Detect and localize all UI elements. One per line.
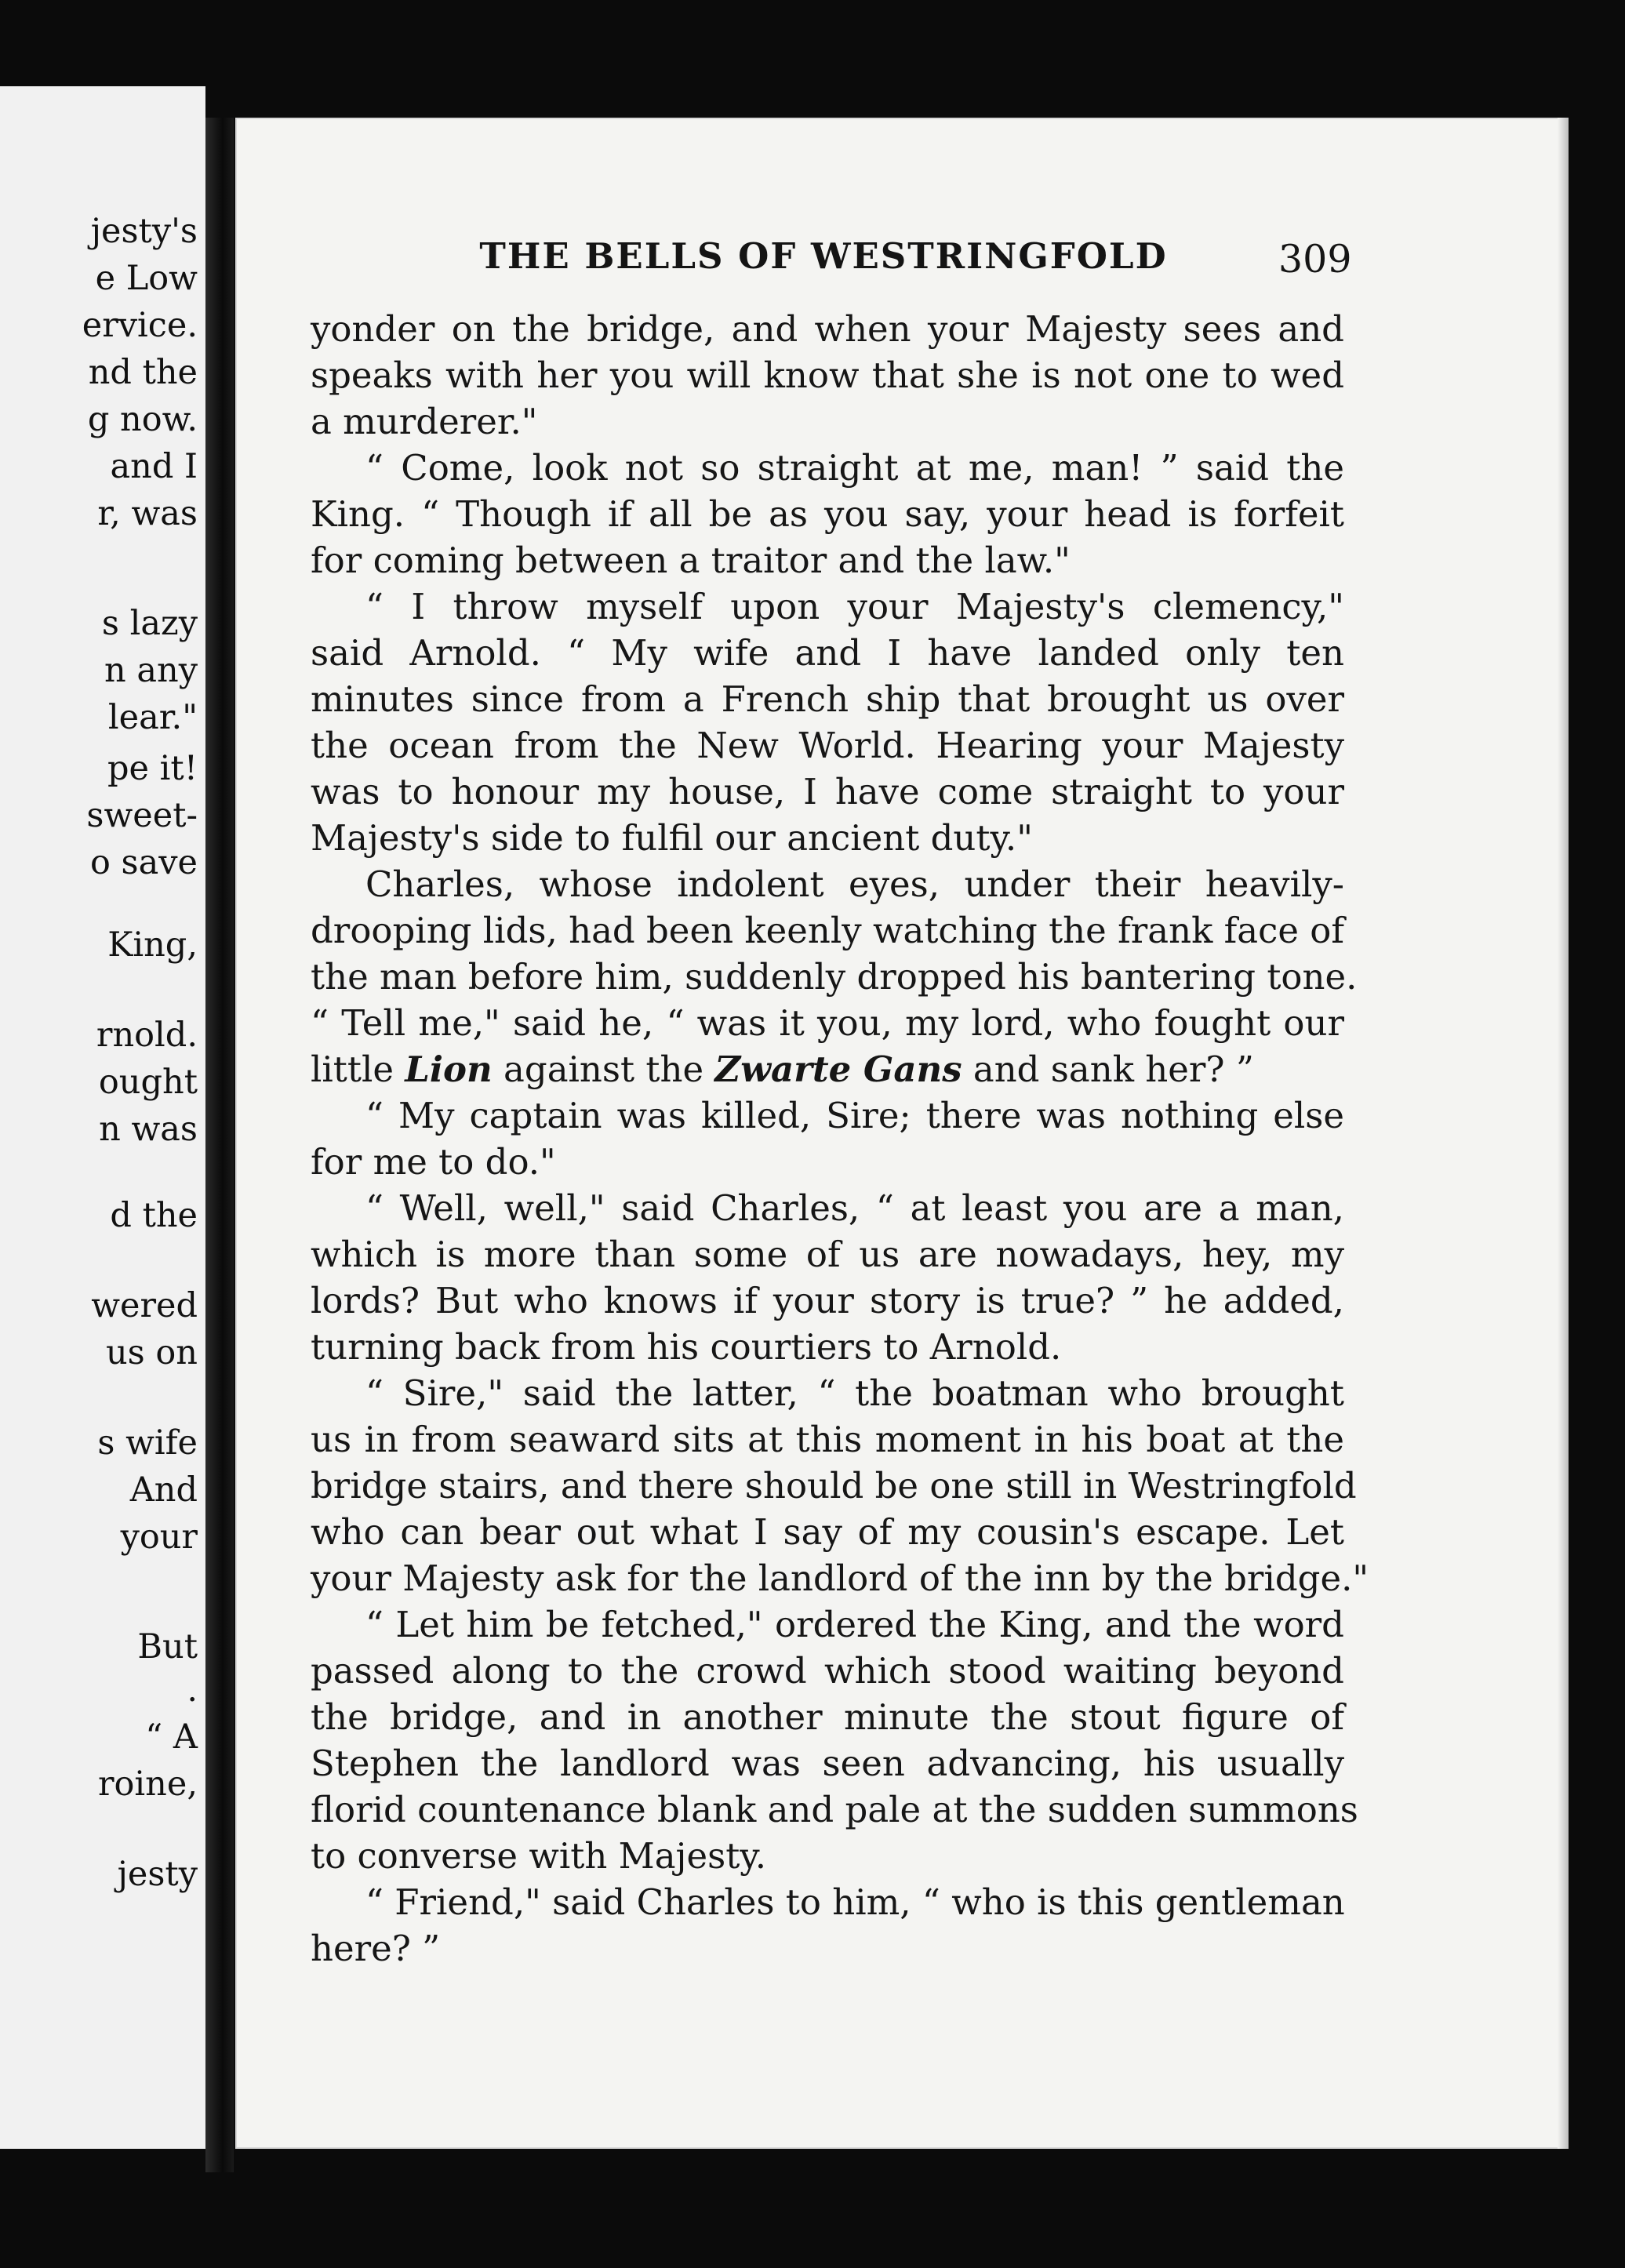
text-line: lords? But who knows if your story is true? ” he added, [311,1280,1344,1321]
text-line: bridge stairs, and there should be one still in Westringfold [311,1465,1357,1507]
previous-page-line-fragment: rnold. [96,1016,198,1055]
previous-page-line-fragment: g now. [87,400,198,439]
previous-page-line-fragment: e Low [95,259,198,298]
previous-page-edge [0,86,205,2149]
text-line: “ Come, look not so straight at me, man! ” said the [365,447,1344,489]
text-line: yonder on the bridge, and when your Majesty sees and [311,308,1344,350]
previous-page-line-fragment: s lazy [101,604,198,643]
text-line: “ Well, well," said Charles, “ at least you are a man, [365,1187,1344,1229]
previous-page-line-fragment: ervice. [82,306,198,345]
text-line: for coming between a traitor and the law." [311,540,1071,581]
text-line: florid countenance blank and pale at the sudden summons [311,1789,1358,1830]
text-line: King. “ Though if all be as you say, your head is forfeit [311,493,1344,535]
text-line: “ Tell me," said he, “ was it you, my lord, who fought our [311,1002,1344,1044]
previous-page-line-fragment: us on [105,1333,198,1372]
text-line: Stephen the landlord was seen advancing, his usually [311,1743,1344,1784]
body-text [311,306,1369,1972]
text-line: said Arnold. “ My wife and I have landed only ten [311,632,1344,674]
text-line: the ocean from the New World. Hearing your Majesty [311,725,1344,766]
previous-page-line-fragment: n any [104,651,198,690]
previous-page-line-fragment: But [137,1627,198,1666]
text-line: for me to do." [311,1141,556,1183]
previous-page-line-fragment: . [187,1670,198,1710]
text-line: who can bear out what I say of my cousin's escape. Let [311,1511,1344,1553]
text-line: minutes since from a French ship that brought us over [311,678,1344,720]
previous-page-line-fragment: and I [110,447,198,486]
text-span: little [311,1049,405,1090]
text-line: a murderer." [311,401,538,442]
previous-page-line-fragment: And [129,1470,198,1510]
text-span: and sank her? ” [962,1049,1254,1090]
book-gutter [205,118,234,2172]
previous-page-line-fragment: ought [98,1063,198,1102]
previous-page-line-fragment: o save [90,843,198,882]
previous-page-line-fragment: wered [91,1286,198,1325]
text-line: here? ” [311,1928,441,1969]
previous-page-line-fragment: n was [99,1110,198,1149]
text-line: drooping lids, had been keenly watching the frank face of [311,910,1345,951]
page-number: 309 [1278,237,1352,282]
text-line: the man before him, suddenly dropped his bantering tone. [311,956,1358,998]
text-span: against the [492,1049,715,1090]
previous-page-line-fragment: King, [107,925,198,965]
previous-page-line-fragment: “ A [145,1717,198,1757]
previous-page-line-fragment: pe it! [107,749,198,788]
previous-page-line-fragment: d the [110,1196,198,1235]
text-line: us in from seaward sits at this moment in his boat at the [311,1419,1344,1460]
text-line: turning back from his courtiers to Arnold. [311,1326,1062,1368]
text-line: passed along to the crowd which stood waiting beyond [311,1650,1344,1692]
text-line: Majesty's side to fulfil our ancient duty." [311,817,1033,859]
text-line: “ Friend," said Charles to him, “ who is this gentleman [365,1881,1345,1923]
text-line: the bridge, and in another minute the stout figure of [311,1696,1344,1738]
text-line: speaks with her you will know that she is not one to wed [311,354,1344,396]
text-line: “ My captain was killed, Sire; there was nothing else [365,1095,1344,1136]
text-line: “ I throw myself upon your Majesty's clemency," [365,586,1344,627]
text-line: was to honour my house, I have come straight to your [311,771,1344,812]
previous-page-line-fragment: jesty [117,1855,198,1894]
ship-name: Zwarte Gans [714,1049,962,1090]
text-line: to converse with Majesty. [311,1835,767,1877]
previous-page-line-fragment: sweet- [86,796,198,835]
previous-page-line-fragment: jesty's [90,212,198,251]
text-line: which is more than some of us are nowadays, hey, my [311,1234,1344,1275]
text-line [311,1046,1344,1092]
text-line: your Majesty ask for the landlord of the inn by the bridge." [311,1557,1369,1599]
previous-page-line-fragment: s wife [97,1423,198,1463]
text-line: Charles, whose indolent eyes, under their heavily- [365,863,1344,905]
previous-page-line-fragment: your [120,1517,198,1557]
text-line: “ Sire," said the latter, “ the boatman who brought [365,1372,1344,1414]
previous-page-line-fragment: nd the [88,353,198,392]
previous-page-line-fragment: r, was [97,494,198,533]
ship-name: Lion [405,1049,493,1090]
text-line: “ Let him be fetched," ordered the King, and the word [365,1604,1344,1645]
previous-page-line-fragment: roine, [97,1765,198,1804]
running-head: THE BELLS OF WESTRINGFOLD [479,235,1168,277]
previous-page-line-fragment: lear." [107,698,198,737]
